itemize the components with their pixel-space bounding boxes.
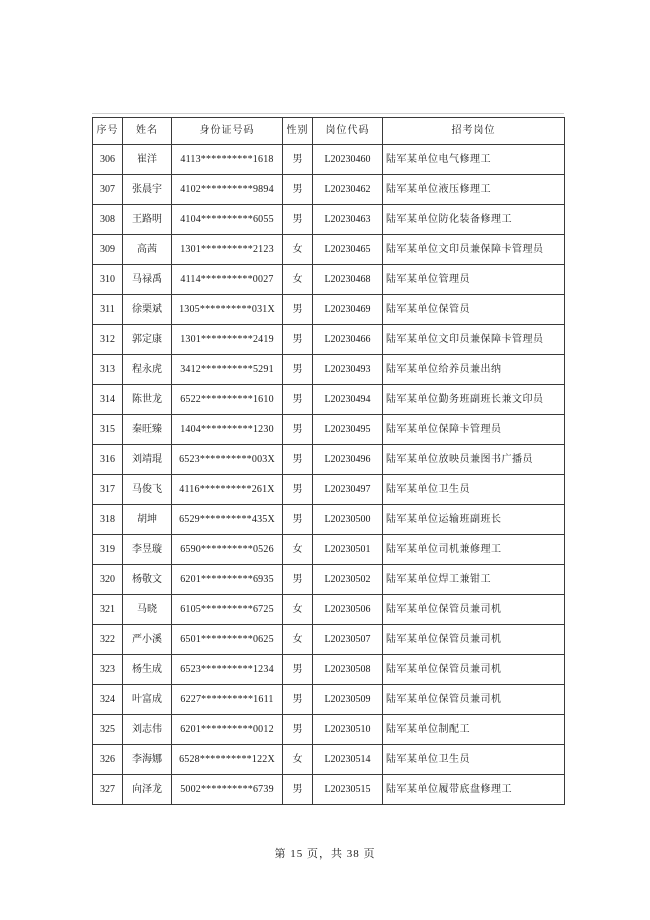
- header-name: 姓名: [123, 118, 172, 145]
- table-row: [93, 775, 565, 805]
- cell-id: 4102**********9894: [172, 175, 283, 205]
- cell-code: L20230463: [313, 205, 383, 235]
- table-body: [93, 145, 565, 805]
- cell-position: 陆军某单位文印员兼保障卡管理员: [383, 235, 565, 265]
- cell-name: 刘志伟: [123, 715, 172, 745]
- cell-id: 1301**********2123: [172, 235, 283, 265]
- table-top-rule: [92, 113, 564, 114]
- cell-name: 秦旺臻: [123, 415, 172, 445]
- cell-gender: 女: [283, 745, 313, 775]
- cell-no: 320: [93, 565, 123, 595]
- cell-position: 陆军某单位文印员兼保障卡管理员: [383, 325, 565, 355]
- table-row: [93, 415, 565, 445]
- cell-no: 316: [93, 445, 123, 475]
- cell-code: L20230495: [313, 415, 383, 445]
- cell-id: 4104**********6055: [172, 205, 283, 235]
- cell-id: 6590**********0526: [172, 535, 283, 565]
- cell-no: 311: [93, 295, 123, 325]
- cell-gender: 男: [283, 145, 313, 175]
- cell-id: 6105**********6725: [172, 595, 283, 625]
- header-position: 招考岗位: [383, 118, 565, 145]
- cell-name: 刘靖琨: [123, 445, 172, 475]
- table-row: [93, 655, 565, 685]
- cell-gender: 男: [283, 175, 313, 205]
- cell-gender: 男: [283, 505, 313, 535]
- cell-no: 324: [93, 685, 123, 715]
- cell-no: 314: [93, 385, 123, 415]
- table-row: [93, 715, 565, 745]
- cell-no: 321: [93, 595, 123, 625]
- cell-name: 程永虎: [123, 355, 172, 385]
- table-row: [93, 445, 565, 475]
- recruitment-roster-table: [92, 117, 565, 805]
- cell-id: 1301**********2419: [172, 325, 283, 355]
- cell-name: 李昱璇: [123, 535, 172, 565]
- header-gender: 性别: [283, 118, 313, 145]
- cell-no: 322: [93, 625, 123, 655]
- cell-position: 陆军某单位保障卡管理员: [383, 415, 565, 445]
- cell-name: 陈世龙: [123, 385, 172, 415]
- cell-name: 马俊飞: [123, 475, 172, 505]
- cell-id: 1305**********031X: [172, 295, 283, 325]
- cell-name: 王路明: [123, 205, 172, 235]
- cell-position: 陆军某单位履带底盘修理工: [383, 775, 565, 805]
- cell-position: 陆军某单位制配工: [383, 715, 565, 745]
- table-row: [93, 505, 565, 535]
- cell-id: 6523**********1234: [172, 655, 283, 685]
- cell-code: L20230462: [313, 175, 383, 205]
- cell-gender: 男: [283, 325, 313, 355]
- cell-gender: 男: [283, 475, 313, 505]
- cell-no: 315: [93, 415, 123, 445]
- cell-id: 3412**********5291: [172, 355, 283, 385]
- cell-id: 6528**********122X: [172, 745, 283, 775]
- header-row: [93, 118, 565, 145]
- cell-name: 高茜: [123, 235, 172, 265]
- header-id: 身份证号码: [172, 118, 283, 145]
- cell-position: 陆军某单位勤务班副班长兼文印员: [383, 385, 565, 415]
- cell-position: 陆军某单位防化装备修理工: [383, 205, 565, 235]
- cell-code: L20230509: [313, 685, 383, 715]
- cell-code: L20230508: [313, 655, 383, 685]
- cell-id: 6201**********6935: [172, 565, 283, 595]
- cell-code: L20230469: [313, 295, 383, 325]
- cell-code: L20230502: [313, 565, 383, 595]
- cell-code: L20230515: [313, 775, 383, 805]
- cell-name: 马晓: [123, 595, 172, 625]
- cell-id: 6523**********003X: [172, 445, 283, 475]
- table-row: [93, 325, 565, 355]
- cell-id: 6201**********0012: [172, 715, 283, 745]
- cell-position: 陆军某单位液压修理工: [383, 175, 565, 205]
- cell-code: L20230496: [313, 445, 383, 475]
- header-code: 岗位代码: [313, 118, 383, 145]
- cell-id: 5002**********6739: [172, 775, 283, 805]
- table-row: [93, 355, 565, 385]
- cell-gender: 女: [283, 235, 313, 265]
- cell-no: 323: [93, 655, 123, 685]
- cell-id: 4116**********261X: [172, 475, 283, 505]
- cell-id: 6227**********1611: [172, 685, 283, 715]
- cell-no: 318: [93, 505, 123, 535]
- header-serial: 序号: [93, 118, 123, 145]
- cell-code: L20230494: [313, 385, 383, 415]
- cell-name: 杨敬文: [123, 565, 172, 595]
- cell-position: 陆军某单位放映员兼图书广播员: [383, 445, 565, 475]
- cell-code: L20230493: [313, 355, 383, 385]
- cell-id: 6522**********1610: [172, 385, 283, 415]
- cell-no: 327: [93, 775, 123, 805]
- cell-no: 308: [93, 205, 123, 235]
- cell-position: 陆军某单位电气修理工: [383, 145, 565, 175]
- table-row: [93, 145, 565, 175]
- cell-gender: 男: [283, 715, 313, 745]
- cell-code: L20230506: [313, 595, 383, 625]
- cell-name: 徐栗斌: [123, 295, 172, 325]
- cell-position: 陆军某单位管理员: [383, 265, 565, 295]
- cell-gender: 女: [283, 535, 313, 565]
- cell-position: 陆军某单位保管员兼司机: [383, 595, 565, 625]
- cell-gender: 男: [283, 205, 313, 235]
- cell-position: 陆军某单位焊工兼钳工: [383, 565, 565, 595]
- cell-code: L20230500: [313, 505, 383, 535]
- cell-no: 326: [93, 745, 123, 775]
- cell-code: L20230465: [313, 235, 383, 265]
- cell-gender: 男: [283, 415, 313, 445]
- table-row: [93, 685, 565, 715]
- cell-name: 张晨宇: [123, 175, 172, 205]
- cell-position: 陆军某单位给养员兼出纳: [383, 355, 565, 385]
- cell-id: 4113**********1618: [172, 145, 283, 175]
- cell-no: 325: [93, 715, 123, 745]
- cell-code: L20230466: [313, 325, 383, 355]
- cell-gender: 男: [283, 385, 313, 415]
- cell-no: 317: [93, 475, 123, 505]
- cell-no: 309: [93, 235, 123, 265]
- cell-position: 陆军某单位保管员兼司机: [383, 655, 565, 685]
- cell-position: 陆军某单位卫生员: [383, 745, 565, 775]
- table-row: [93, 295, 565, 325]
- table-row: [93, 385, 565, 415]
- cell-name: 胡坤: [123, 505, 172, 535]
- table-row: [93, 175, 565, 205]
- cell-position: 陆军某单位司机兼修理工: [383, 535, 565, 565]
- cell-name: 叶富成: [123, 685, 172, 715]
- cell-gender: 男: [283, 565, 313, 595]
- cell-gender: 男: [283, 295, 313, 325]
- cell-gender: 男: [283, 355, 313, 385]
- page-number: 第 15 页，共 38 页: [274, 848, 376, 860]
- cell-gender: 女: [283, 595, 313, 625]
- cell-no: 313: [93, 355, 123, 385]
- cell-gender: 男: [283, 685, 313, 715]
- table-row: [93, 565, 565, 595]
- cell-name: 李海娜: [123, 745, 172, 775]
- table-row: [93, 625, 565, 655]
- cell-code: L20230468: [313, 265, 383, 295]
- cell-code: L20230507: [313, 625, 383, 655]
- cell-code: L20230514: [313, 745, 383, 775]
- cell-gender: 男: [283, 655, 313, 685]
- table-row: [93, 535, 565, 565]
- cell-no: 312: [93, 325, 123, 355]
- cell-no: 306: [93, 145, 123, 175]
- table-row: [93, 205, 565, 235]
- cell-no: 319: [93, 535, 123, 565]
- cell-gender: 女: [283, 265, 313, 295]
- cell-id: 6529**********435X: [172, 505, 283, 535]
- cell-code: L20230497: [313, 475, 383, 505]
- cell-gender: 男: [283, 445, 313, 475]
- cell-name: 马禄禹: [123, 265, 172, 295]
- cell-position: 陆军某单位运输班副班长: [383, 505, 565, 535]
- cell-no: 310: [93, 265, 123, 295]
- cell-gender: 女: [283, 625, 313, 655]
- cell-position: 陆军某单位保管员兼司机: [383, 685, 565, 715]
- cell-code: L20230460: [313, 145, 383, 175]
- table-row: [93, 595, 565, 625]
- cell-name: 杨生成: [123, 655, 172, 685]
- cell-no: 307: [93, 175, 123, 205]
- cell-gender: 男: [283, 775, 313, 805]
- table-row: [93, 475, 565, 505]
- cell-name: 郭定康: [123, 325, 172, 355]
- cell-code: L20230501: [313, 535, 383, 565]
- table-row: [93, 745, 565, 775]
- cell-name: 严小溪: [123, 625, 172, 655]
- cell-name: 崔洋: [123, 145, 172, 175]
- cell-id: 6501**********0625: [172, 625, 283, 655]
- cell-code: L20230510: [313, 715, 383, 745]
- cell-position: 陆军某单位保管员: [383, 295, 565, 325]
- cell-position: 陆军某单位卫生员: [383, 475, 565, 505]
- cell-position: 陆军某单位保管员兼司机: [383, 625, 565, 655]
- table-header: [93, 118, 565, 145]
- cell-id: 1404**********1230: [172, 415, 283, 445]
- table-row: [93, 265, 565, 295]
- cell-id: 4114**********0027: [172, 265, 283, 295]
- cell-name: 向泽龙: [123, 775, 172, 805]
- table-row: [93, 235, 565, 265]
